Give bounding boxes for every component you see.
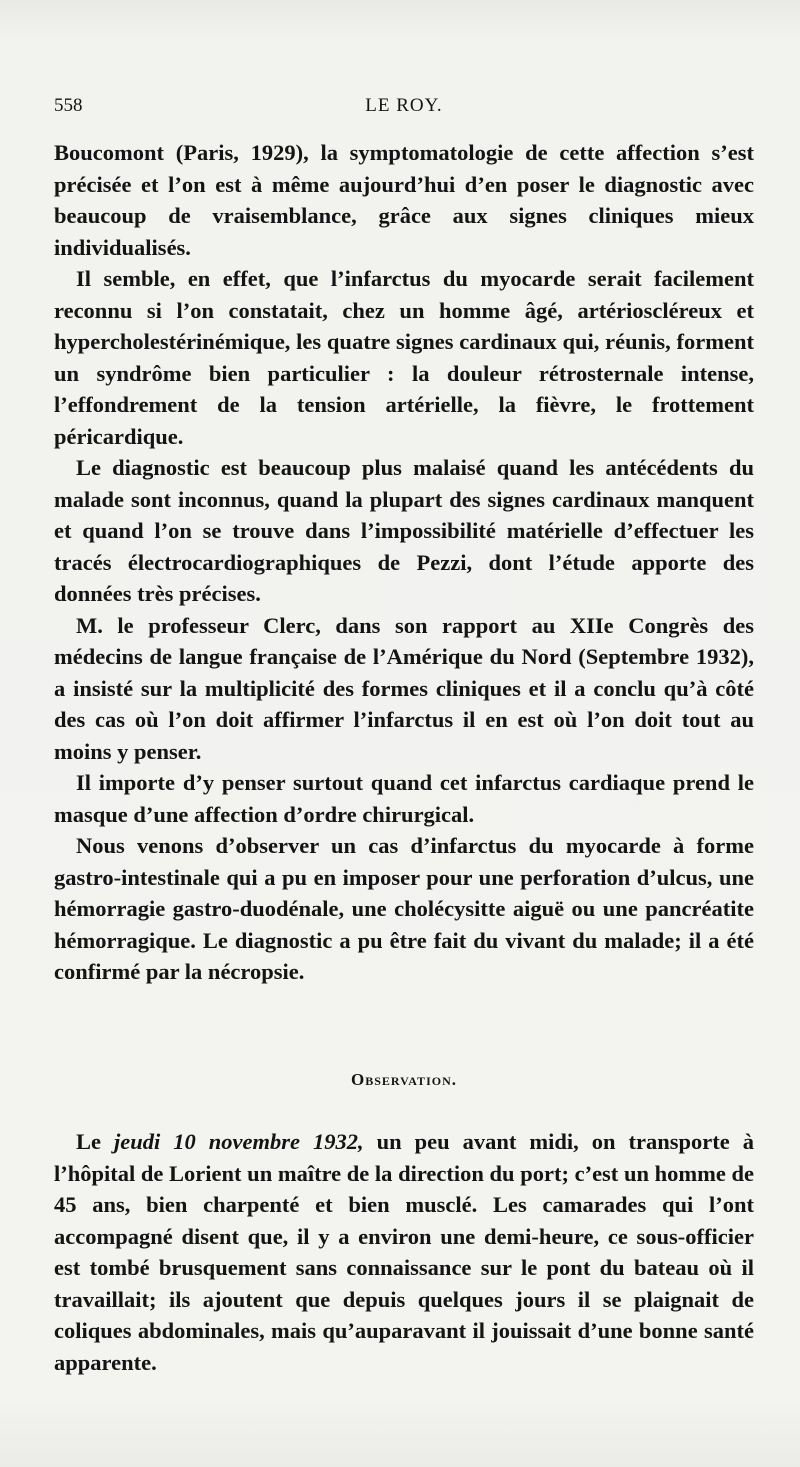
paragraph-6: Nous venons d’observer un cas d’infarctus du myocarde à forme gastro-intestinale qui a pu en imposer pour une perforation d’ulcus, une hémorragie gastro-duodénale, une cholécysitte aiguë ou une pancréatite hémorragique. Le diagnostic a pu être fait du vivant du malade; il a été confirmé par la nécropsie. <box>54 833 754 984</box>
observation-lead: Le <box>76 1129 114 1154</box>
page-number: 558 <box>54 95 83 116</box>
observation-body: un peu avant midi, on transporte à l’hôpital de Lorient un maître de la direction du port; c’est un homme de 45 ans, bien charpenté et bien musclé. Les camarades qui l’ont accompagné disent que, il y a environ une demi-heure, ce sous-officier est tombé brusquement sans connaissance sur le pont du bateau où il travaillait; ils ajoutent que depuis quelques jours il se plaignait de coliques abdominales, mais qu’auparavant il jouissait d’une bonne santé apparente. <box>54 1129 755 1375</box>
paragraph-4: M. le professeur Clerc, dans son rapport au XIIe Congrès des médecins de langue française de l’Amérique du Nord (Septembre 1932), a insisté sur la multiplicité des formes cliniques et il a conclu qu’à côté des cas où l’on doit affirmer l’infarctus il en est où l’on doit tout au moins y penser. <box>54 612 754 764</box>
paragraph-2: Il semble, en effet, que l’infarctus du myocarde serait facilement reconnu si l’on constatait, chez un homme âgé, artérioscléreux et hypercholestérinémique, les quatre signes cardinaux qui, réunis, forment un syndrôme bien particulier : la douleur rétrosternale intense, l’effondrement de la tension artérielle, la fièvre, le frottement péricardique. <box>54 266 754 449</box>
running-head: LE ROY. <box>365 95 443 116</box>
page-header <box>54 95 754 121</box>
paragraph-1: Boucomont (Paris, 1929), la symptomatologie de cette affection s’est précisée et l’on est à même aujourd’hui d’en poser le diagnostic avec beaucoup de vraisemblance, grâce aux signes cliniques mieux individualisés. <box>54 140 754 260</box>
section-heading: Observation. <box>351 1070 457 1089</box>
observation-paragraph <box>54 1126 754 1378</box>
observation-text <box>54 1126 754 1378</box>
paragraph-3: Le diagnostic est beaucoup plus malaisé quand les antécédents du malade sont inconnus, quand la plupart des signes cardinaux manquent et quand l’on se trouve dans l’impossibilité matérielle d’effectuer les tracés électrocardiographiques de Pezzi, dont l’étude apporte des données très précises. <box>54 455 754 606</box>
body-text <box>54 137 754 988</box>
observation-date: jeudi 10 novembre 1932, <box>114 1129 364 1154</box>
paragraph-5: Il importe d’y penser surtout quand cet infarctus cardiaque prend le masque d’une affection d’ordre chirurgical. <box>54 770 754 827</box>
